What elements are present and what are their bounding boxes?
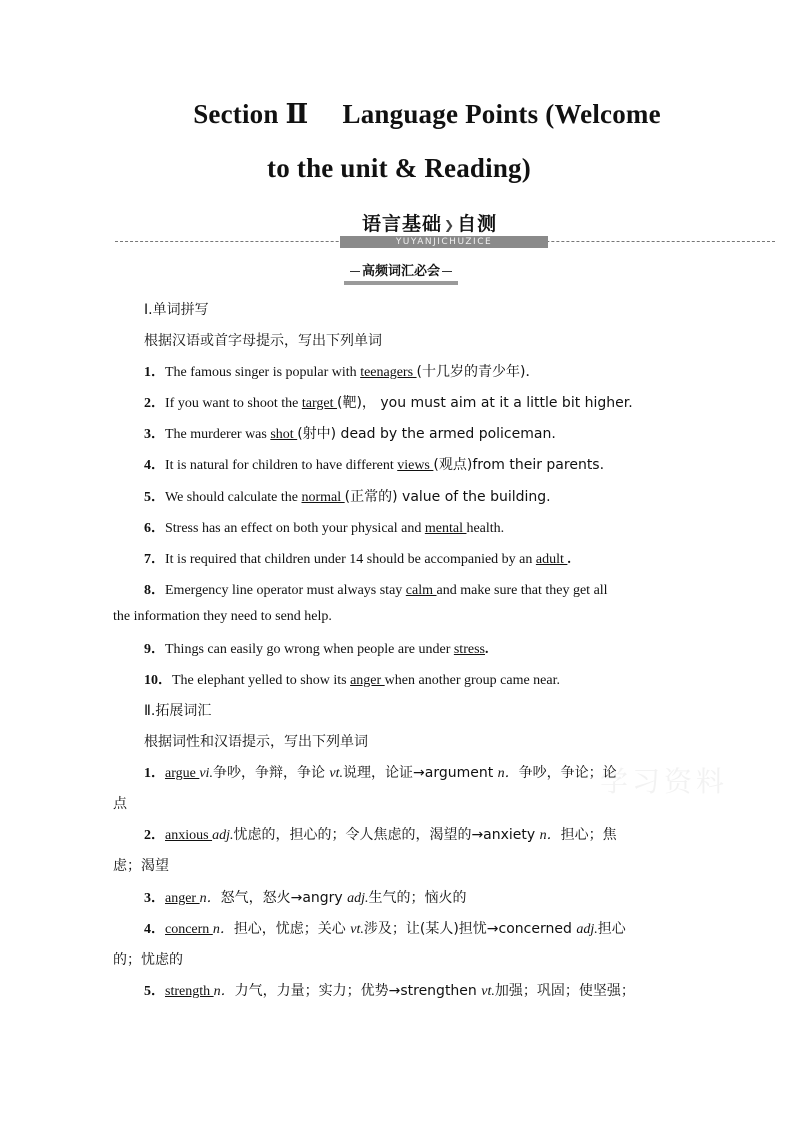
- answer: mental: [424, 521, 467, 536]
- banner-right-text: 自测: [457, 213, 498, 235]
- list-item: 1．The famous singer is popular with teenagers (十几岁的青少年)．: [144, 364, 540, 380]
- answer: teenagers: [360, 365, 417, 380]
- page-title-line-1: Section Ⅱ Language Points (Welcome: [193, 99, 661, 129]
- part1-heading: Ⅰ.单词拼写: [144, 302, 209, 318]
- list-item: 4．It is natural for children to have different views (观点)from their parents.: [144, 457, 605, 473]
- answer: stress: [453, 642, 485, 657]
- list-item: 2．If you want to shoot the target (靶)， you must aim at it a little bit higher.: [144, 395, 633, 411]
- list-item: 5．We should calculate the normal (正常的) value of the building.: [144, 489, 551, 505]
- list-item-continuation: 虑；渴望: [113, 858, 169, 874]
- list-item: 1．argue vi.争吵，争辩，争论 vt.说理，论证→argument n．争吵，争论；论: [144, 765, 617, 781]
- list-item: 10．The elephant yelled to show its anger when another group came near.: [144, 673, 560, 688]
- list-item: 6．Stress has an effect on both your physical and mental health.: [144, 521, 505, 536]
- list-item-continuation: the information they need to send help.: [113, 609, 332, 624]
- list-item: 3．anger n．怒气，怒火→angry adj.生气的；恼火的: [144, 890, 467, 906]
- answer: anxious: [165, 828, 213, 843]
- banner-left-text: 语言基础: [362, 213, 443, 235]
- watermark: 学习资料: [600, 765, 729, 798]
- list-item: 4．concern n．担心，忧虑；关心 vt.涉及；让(某人)担忧→concerned adj.担心: [144, 921, 626, 937]
- list-item-continuation: 点: [113, 796, 127, 812]
- list-item-continuation: 的；忧虑的: [113, 952, 183, 968]
- subsection-banner: 高频词汇必会: [344, 263, 458, 285]
- chevron-right-icon: ❯: [444, 217, 456, 232]
- part1-instruction: 根据汉语或首字母提示，写出下列单词: [144, 333, 382, 349]
- answer: normal: [301, 490, 345, 505]
- answer: anger: [350, 673, 385, 688]
- part2-heading: Ⅱ.拓展词汇: [144, 703, 212, 719]
- answer: views: [397, 458, 434, 473]
- list-item: 7．It is required that children under 14 should be accompanied by an adult .: [144, 552, 571, 567]
- list-item: 8．Emergency line operator must always stay calm and make sure that they get all: [144, 583, 608, 598]
- list-item: 5．strength n．力气，力量；实力；优势→strengthen vt.加强；巩固；使坚强；: [144, 983, 635, 999]
- answer: adult: [535, 552, 568, 567]
- answer: anger: [165, 891, 200, 906]
- list-item: 3．The murderer was shot (射中) dead by the armed policeman.: [144, 426, 556, 442]
- page-title-line-2: to the unit & Reading): [267, 153, 531, 183]
- part2-instruction: 根据词性和汉语提示，写出下列单词: [144, 734, 368, 750]
- answer: concern: [165, 922, 213, 937]
- answer: argue: [165, 766, 200, 781]
- list-item: 2．anxious adj.忧虑的，担心的；令人焦虑的，渴望的→anxiety n．担心；焦: [144, 827, 617, 843]
- answer: calm: [405, 583, 437, 598]
- section-banner: [340, 209, 550, 249]
- list-item: 9．Things can easily go wrong when people are under stress.: [144, 642, 489, 657]
- answer: shot: [270, 427, 298, 442]
- banner-subtitle: YUYANJICHUZICE: [340, 236, 548, 248]
- answer: target: [301, 396, 337, 411]
- answer: strength: [165, 984, 214, 999]
